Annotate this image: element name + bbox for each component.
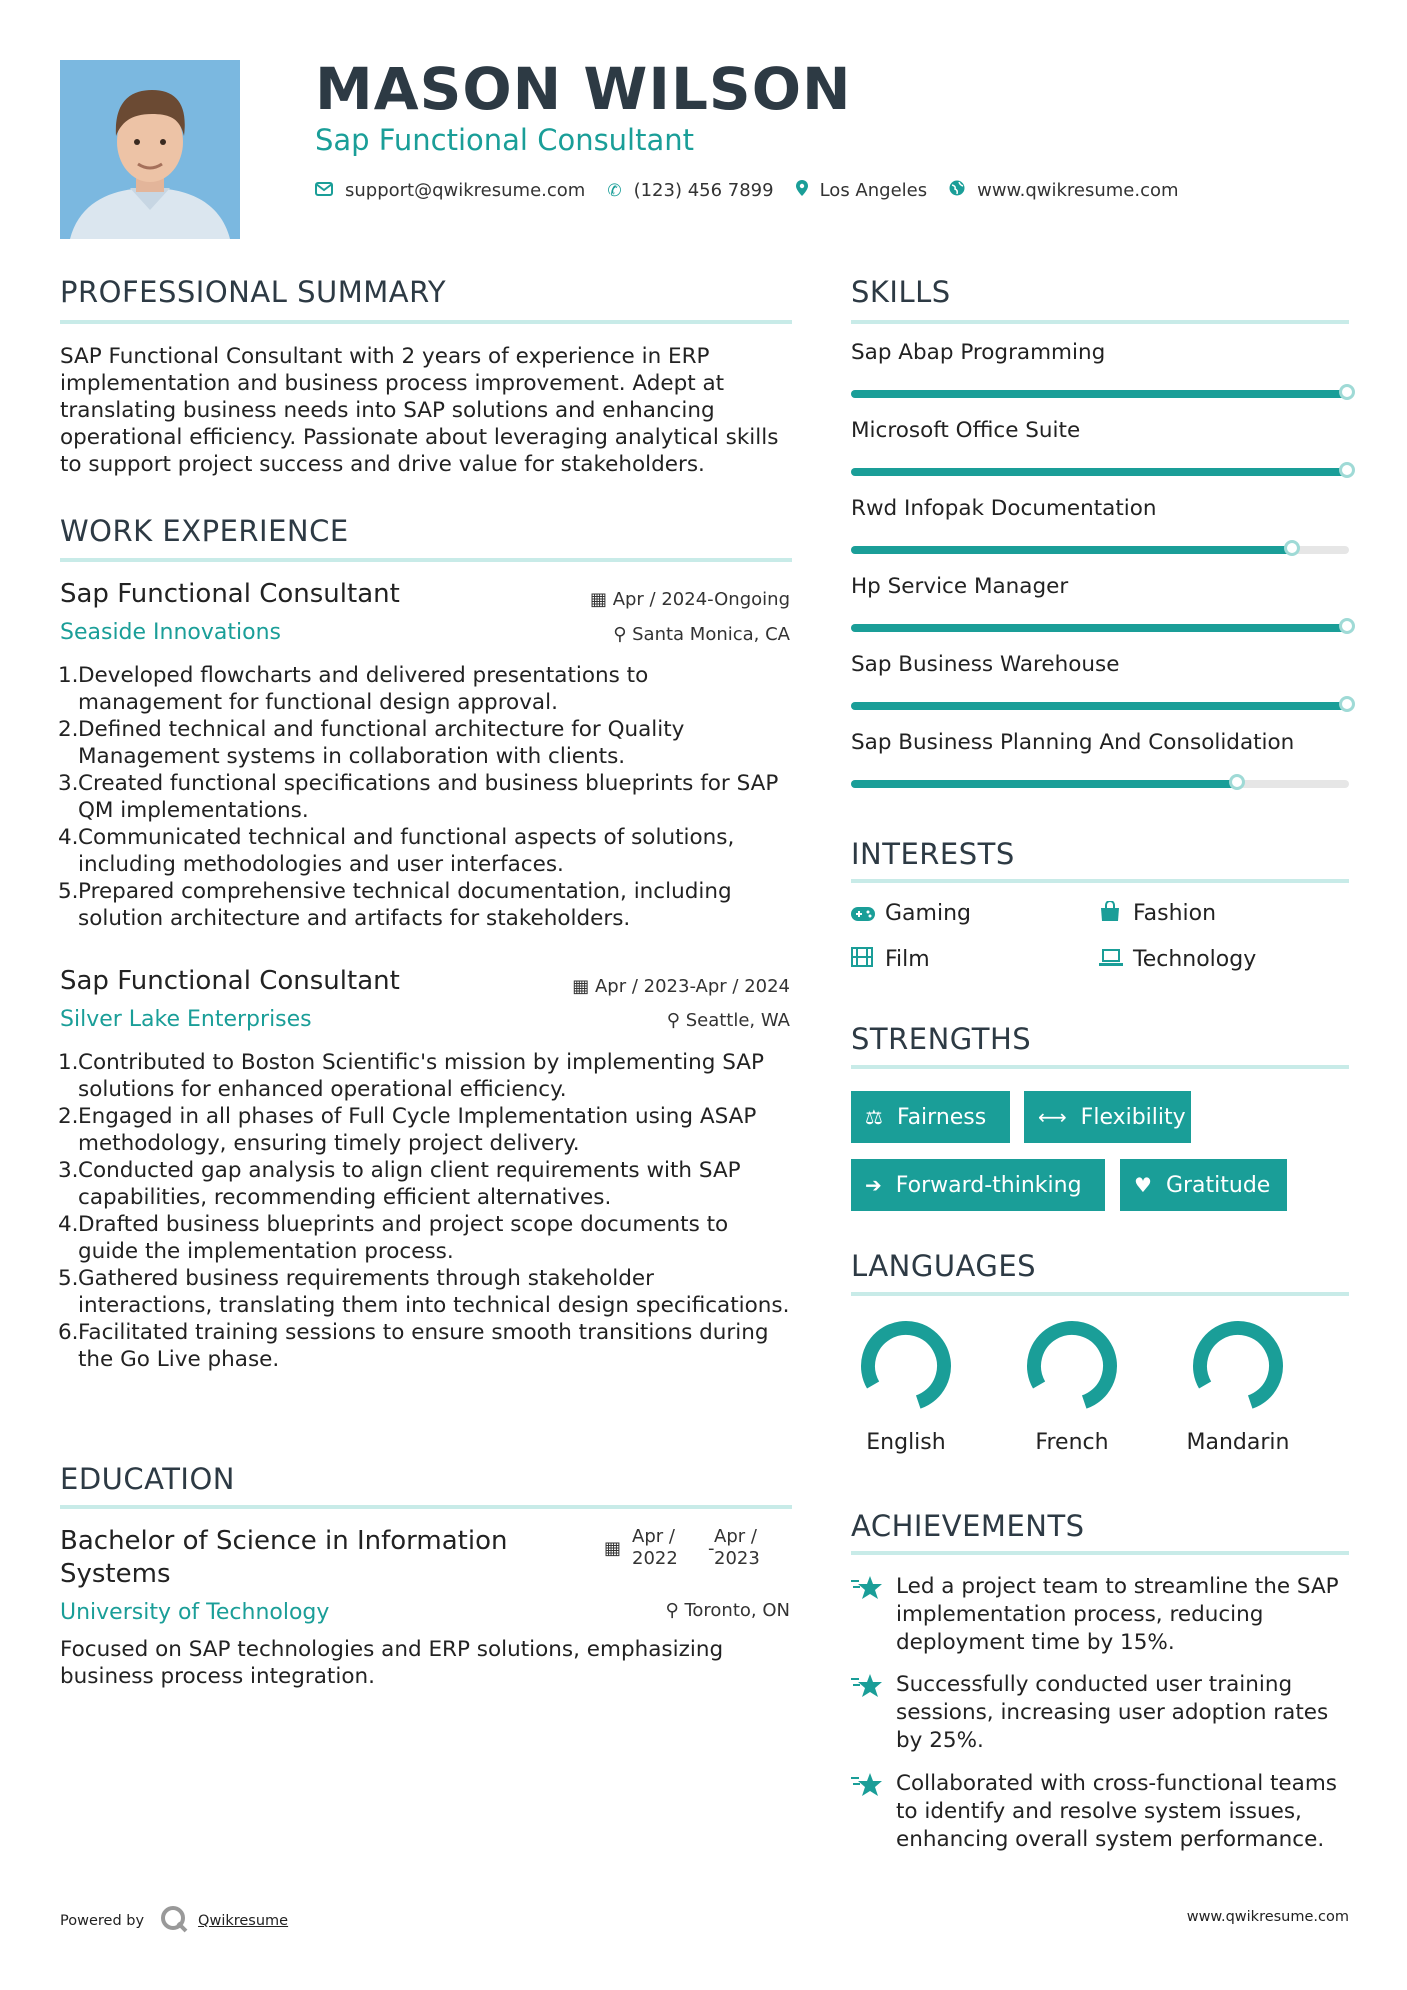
skill-level-knob xyxy=(1339,384,1355,400)
film-icon xyxy=(851,947,885,972)
languages-heading: LANGUAGES xyxy=(851,1249,1037,1283)
strength-fairness: ⚖ Fairness xyxy=(851,1091,1010,1143)
school-name: University of Technology xyxy=(60,1600,330,1625)
skill-bar xyxy=(851,390,1349,398)
strengths-heading: STRENGTHS xyxy=(851,1022,1032,1056)
skills-rule xyxy=(851,320,1349,324)
job-bullets xyxy=(60,1049,795,1373)
strength-forward-thinking: ➔ Forward-thinking xyxy=(851,1159,1105,1211)
job-title: Sap Functional Consultant xyxy=(60,579,400,609)
language-item xyxy=(1183,1318,1303,1468)
skill-item xyxy=(851,574,1349,652)
skill-label: Microsoft Office Suite xyxy=(851,418,1081,443)
language-label: English xyxy=(866,1430,946,1455)
interests-rule xyxy=(851,879,1349,883)
language-label: Mandarin xyxy=(1186,1430,1290,1455)
skill-label: Sap Business Warehouse xyxy=(851,652,1120,677)
languages-rule xyxy=(851,1292,1349,1296)
skill-bar xyxy=(851,780,1349,788)
summary-text: SAP Functional Consultant with 2 years of experience in ERP implementation and business process improvement. Adept at translating business needs into SAP solutions and enhancing operational efficiency. Passionate about leveraging analytical skills to support project success and drive value for stakeholders. xyxy=(60,344,779,477)
job-location: ⚲ Seattle, WA xyxy=(666,1010,790,1031)
education-heading: EDUCATION xyxy=(60,1462,236,1496)
skill-bar-fill xyxy=(851,468,1349,476)
strength-flexibility: ⟷ Flexibility xyxy=(1024,1091,1191,1143)
powered-by-text: Powered by xyxy=(60,1913,145,1929)
pushpin-icon: ⚲ xyxy=(665,1600,679,1621)
skill-bar xyxy=(851,624,1349,632)
list-item: 2. Engaged in all phases of Full Cycle Implementation using ASAP methodology, ensuring timely project delivery. xyxy=(58,1104,757,1156)
interests-heading: INTERESTS xyxy=(851,837,1015,871)
skill-label: Hp Service Manager xyxy=(851,574,1069,599)
qwikresume-logo-icon xyxy=(160,1905,188,1937)
footer-left xyxy=(60,1905,288,1937)
profile-photo xyxy=(60,60,240,239)
interest-gaming: Gaming xyxy=(851,901,971,926)
skill-bar xyxy=(851,468,1349,476)
contact-website[interactable]: www.qwikresume.com xyxy=(977,180,1179,201)
language-ring-arc xyxy=(1187,1318,1290,1418)
star-icon xyxy=(851,1673,883,1705)
strength-gratitude: ♥ Gratitude xyxy=(1120,1159,1287,1211)
education-location: ⚲ Toronto, ON xyxy=(665,1600,790,1621)
achievement-item: Led a project team to streamline the SAP implementation process, reducing deployment time by 15%. xyxy=(896,1574,1339,1655)
skill-item xyxy=(851,418,1349,496)
footer-site[interactable]: www.qwikresume.com xyxy=(1186,1909,1349,1925)
skill-level-knob xyxy=(1339,618,1355,634)
interest-fashion: Fashion xyxy=(1099,901,1216,926)
candidate-role: Sap Functional Consultant xyxy=(315,123,695,157)
language-ring-arc xyxy=(1021,1318,1124,1418)
achievement-item: Successfully conducted user training sessions, increasing user adoption rates by 25%. xyxy=(896,1672,1329,1753)
balance-scale-icon: ⚖ xyxy=(865,1105,883,1129)
arrow-right-icon: ➔ xyxy=(865,1173,882,1197)
laptop-icon xyxy=(1099,948,1133,972)
skill-level-knob xyxy=(1229,774,1245,790)
envelope-icon xyxy=(315,181,333,201)
language-ring xyxy=(1187,1318,1297,1418)
pushpin-icon: ⚲ xyxy=(613,624,627,645)
skills-heading: SKILLS xyxy=(851,275,951,309)
skill-level-knob xyxy=(1339,462,1355,478)
skill-bar-fill xyxy=(851,546,1294,554)
skill-item xyxy=(851,340,1349,418)
skill-item xyxy=(851,496,1349,574)
interest-technology: Technology xyxy=(1099,947,1256,972)
job-company: Silver Lake Enterprises xyxy=(60,1007,312,1032)
brand-link[interactable]: Qwikresume xyxy=(198,1913,289,1929)
list-item: 4. Communicated technical and functional aspects of solutions, including methodologies and user interfaces. xyxy=(58,825,735,877)
list-item: 4. Drafted business blueprints and project scope documents to guide the implementation process. xyxy=(58,1212,729,1264)
summary-heading: PROFESSIONAL SUMMARY xyxy=(60,275,447,309)
list-item: 5. Prepared comprehensive technical documentation, including solution architecture and artifacts for stakeholders. xyxy=(58,879,732,931)
language-ring xyxy=(1021,1318,1131,1418)
contact-bar xyxy=(315,180,1201,201)
skill-level-knob xyxy=(1339,696,1355,712)
arrows-horizontal-icon: ⟷ xyxy=(1038,1105,1067,1129)
skill-bar xyxy=(851,702,1349,710)
phone-icon: ✆ xyxy=(607,180,622,201)
strengths-rule xyxy=(851,1065,1349,1069)
pushpin-icon: ⚲ xyxy=(666,1010,680,1031)
contact-phone[interactable]: (123) 456 7899 xyxy=(633,180,774,201)
language-ring-arc xyxy=(855,1318,958,1418)
language-label: French xyxy=(1035,1430,1109,1455)
list-item: 2. Defined technical and functional architecture for Quality Management systems in collaboration with clients. xyxy=(58,717,685,769)
list-item: 5. Gathered business requirements through stakeholder interactions, translating them into technical design specifications. xyxy=(58,1266,790,1318)
experience-rule xyxy=(60,558,792,562)
interest-film: Film xyxy=(851,947,930,972)
education-date-start: Apr / 2022 xyxy=(632,1526,678,1569)
languages-list xyxy=(851,1318,1349,1468)
skill-bar-fill xyxy=(851,390,1349,398)
language-ring xyxy=(855,1318,965,1418)
job-title: Sap Functional Consultant xyxy=(60,966,400,996)
heart-icon: ♥ xyxy=(1134,1173,1152,1197)
education-date-end: Apr / 2023 xyxy=(714,1526,760,1569)
calendar-icon: ▦ xyxy=(572,976,590,997)
contact-email[interactable]: support@qwikresume.com xyxy=(345,180,586,201)
skill-label: Sap Business Planning And Consolidation xyxy=(851,730,1295,755)
education-rule xyxy=(60,1505,792,1509)
experience-heading: WORK EXPERIENCE xyxy=(60,514,349,548)
star-icon xyxy=(851,1575,883,1607)
list-item: 6. Facilitated training sessions to ensure smooth transitions during the Go Live phase. xyxy=(58,1320,769,1372)
list-item: 3. Created functional specifications and business blueprints for SAP QM implementations. xyxy=(58,771,779,823)
achievement-item: Collaborated with cross-functional teams to identify and resolve system issues, enhancing overall system performance. xyxy=(896,1771,1337,1852)
achievements-rule xyxy=(851,1551,1349,1555)
skill-label: Sap Abap Programming xyxy=(851,340,1106,365)
job-bullets xyxy=(60,662,795,932)
summary-rule xyxy=(60,320,792,324)
skill-bar-fill xyxy=(851,624,1349,632)
star-icon xyxy=(851,1772,883,1804)
contact-location: Los Angeles xyxy=(819,180,928,201)
job-date: ▦ Apr / 2024-Ongoing xyxy=(589,589,790,610)
language-item xyxy=(1017,1318,1137,1468)
skill-level-knob xyxy=(1284,540,1300,556)
skill-bar-fill xyxy=(851,780,1239,788)
job-company: Seaside Innovations xyxy=(60,620,281,645)
degree-title: Bachelor of Science in Information Systems xyxy=(60,1526,508,1589)
globe-icon xyxy=(949,180,965,201)
achievements-heading: ACHIEVEMENTS xyxy=(851,1509,1085,1543)
education-date-separator: - xyxy=(708,1538,715,1559)
list-item: 3. Conducted gap analysis to align client requirements with SAP capabilities, recommending efficient alternatives. xyxy=(58,1158,741,1210)
skill-item xyxy=(851,730,1349,808)
skill-bar xyxy=(851,546,1349,554)
shopping-bag-icon xyxy=(1099,901,1133,926)
map-pin-icon xyxy=(796,180,808,201)
skill-bar-fill xyxy=(851,702,1349,710)
list-item: 1. Developed flowcharts and delivered presentations to management for functional design approval. xyxy=(58,663,649,715)
calendar-icon: ▦ xyxy=(604,1538,622,1559)
list-item: 1. Contributed to Boston Scientific's mission by implementing SAP solutions for enhanced operational efficiency. xyxy=(58,1050,764,1102)
education-text: Focused on SAP technologies and ERP solutions, emphasizing business process integration. xyxy=(60,1637,724,1689)
candidate-name: MASON WILSON xyxy=(315,55,852,123)
gamepad-icon xyxy=(851,902,885,926)
calendar-icon: ▦ xyxy=(589,589,607,610)
language-item xyxy=(851,1318,971,1468)
skill-label: Rwd Infopak Documentation xyxy=(851,496,1157,521)
skill-item xyxy=(851,652,1349,730)
job-date: ▦ Apr / 2023-Apr / 2024 xyxy=(572,976,790,997)
job-location: ⚲ Santa Monica, CA xyxy=(613,624,790,645)
